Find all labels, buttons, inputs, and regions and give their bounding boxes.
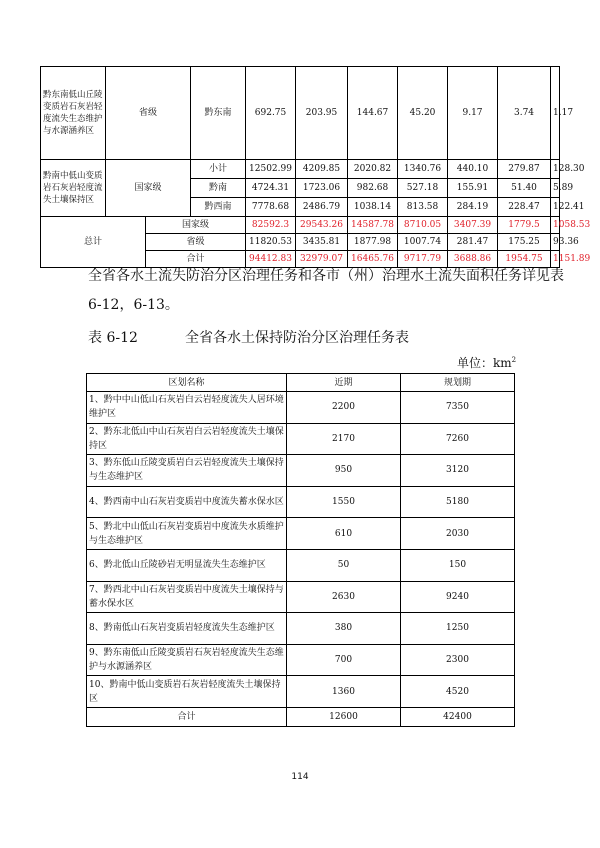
value-cell: 1779.5	[498, 217, 551, 234]
value-cell: 284.19	[448, 198, 498, 217]
value-cell: 279.87	[498, 160, 551, 179]
value-cell: 3435.81	[296, 234, 348, 251]
table-row	[87, 644, 515, 676]
body-paragraph: 全省各水土流失防治分区治理任务和各市（州）治理水土流失面积任务详见表 6-12，6-13。	[88, 268, 564, 313]
level-cell: 国家级	[106, 160, 191, 217]
near-term-cell: 610	[287, 518, 401, 550]
near-term-cell: 50	[287, 549, 401, 581]
caption-number: 表 6-12	[88, 330, 138, 346]
zone-name-cell: 4、黔西南中山石灰岩变质岩中度流失蓄水保水区	[87, 486, 287, 518]
value-cell: 1954.75	[498, 251, 551, 268]
value-cell: 16465.76	[348, 251, 398, 268]
near-term-cell: 2170	[287, 423, 401, 455]
value-cell: 9717.79	[398, 251, 448, 268]
value-cell: 14587.78	[348, 217, 398, 234]
value-cell: 7778.68	[246, 198, 296, 217]
region-name-cell: 黔东南低山丘陵变质岩石灰岩轻度流失生态维护与水源涵养区	[41, 67, 106, 160]
value-cell: 1723.06	[296, 179, 348, 198]
near-term-cell: 1360	[287, 676, 401, 708]
table-row	[87, 392, 515, 424]
value-cell: 1151.89	[551, 251, 560, 268]
value-cell: 8710.05	[398, 217, 448, 234]
plan-term-cell: 7350	[401, 392, 515, 424]
value-cell: 93.36	[551, 234, 560, 251]
table-row	[87, 486, 515, 518]
total-near-cell: 12600	[287, 707, 401, 726]
value-cell: 3688.86	[448, 251, 498, 268]
plan-term-cell: 7260	[401, 423, 515, 455]
value-cell: 1.17	[551, 67, 560, 160]
value-cell: 440.10	[448, 160, 498, 179]
city-cell: 黔西南	[191, 198, 246, 217]
value-cell: 203.95	[296, 67, 348, 160]
near-term-cell: 1550	[287, 486, 401, 518]
table-row	[87, 581, 515, 613]
near-term-cell: 2630	[287, 581, 401, 613]
plan-term-cell: 4520	[401, 676, 515, 708]
value-cell: 1007.74	[398, 234, 448, 251]
value-cell: 692.75	[246, 67, 296, 160]
zone-name-cell: 10、黔南中低山变质岩石灰岩轻度流失土壤保持区	[87, 676, 287, 708]
city-cell: 小计	[191, 160, 246, 179]
value-cell: 144.67	[348, 67, 398, 160]
caption-title: 全省各水土保持防治分区治理任务表	[185, 330, 409, 346]
plan-term-cell: 2300	[401, 644, 515, 676]
value-cell: 29543.26	[296, 217, 348, 234]
value-cell: 813.58	[398, 198, 448, 217]
zone-name-cell: 1、黔中中山低山石灰岩白云岩轻度流失人居环境维护区	[87, 392, 287, 424]
value-cell: 45.20	[398, 67, 448, 160]
near-term-cell: 2200	[287, 392, 401, 424]
value-cell: 4724.31	[246, 179, 296, 198]
value-cell: 1877.98	[348, 234, 398, 251]
table-row	[87, 455, 515, 487]
plan-term-cell: 9240	[401, 581, 515, 613]
value-cell: 9.17	[448, 67, 498, 160]
table-caption	[88, 327, 409, 347]
value-cell: 4209.85	[296, 160, 348, 179]
value-cell: 155.91	[448, 179, 498, 198]
value-cell: 51.40	[498, 179, 551, 198]
zone-name-cell: 3、黔东低山丘陵变质岩白云岩轻度流失土壤保持与生态维护区	[87, 455, 287, 487]
value-cell: 122.41	[551, 198, 560, 217]
table-row	[87, 676, 515, 708]
value-cell: 94412.83	[246, 251, 296, 268]
region-name-cell: 黔南中低山变质岩石灰岩轻度流失土壤保持区	[41, 160, 106, 217]
value-cell: 5.89	[551, 179, 560, 198]
total-level-cell: 国家级	[146, 217, 246, 234]
total-label-cell: 合计	[87, 707, 287, 726]
value-cell: 281.47	[448, 234, 498, 251]
page-number: 114	[291, 772, 309, 782]
value-cell: 982.68	[348, 179, 398, 198]
value-cell: 3.74	[498, 67, 551, 160]
value-cell: 1340.76	[398, 160, 448, 179]
value-cell: 11820.53	[246, 234, 296, 251]
level-cell: 省级	[106, 67, 191, 160]
value-cell: 1038.14	[348, 198, 398, 217]
plan-term-cell: 3120	[401, 455, 515, 487]
plan-term-cell: 5180	[401, 486, 515, 518]
erosion-area-table	[40, 66, 591, 268]
zone-name-cell: 2、黔东北低山中山石灰岩白云岩轻度流失土壤保持区	[87, 423, 287, 455]
city-cell: 黔南	[191, 179, 246, 198]
value-cell: 2020.82	[348, 160, 398, 179]
plan-term-cell: 150	[401, 549, 515, 581]
value-cell: 32979.07	[296, 251, 348, 268]
value-cell: 12502.99	[246, 160, 296, 179]
value-cell: 2486.79	[296, 198, 348, 217]
near-term-cell: 950	[287, 455, 401, 487]
total-row	[87, 707, 515, 726]
plan-term-cell: 1250	[401, 613, 515, 645]
total-level-cell: 合计	[146, 251, 246, 268]
zone-name-cell: 8、黔南低山石灰岩变质岩轻度流失生态维护区	[87, 613, 287, 645]
zone-name-cell: 6、黔北低山丘陵砂岩无明显流失生态维护区	[87, 549, 287, 581]
value-cell: 128.30	[551, 160, 560, 179]
value-cell: 1058.53	[551, 217, 560, 234]
zone-name-cell: 5、黔北中山低山石灰岩变质岩中度流失水质维护与生态维护区	[87, 518, 287, 550]
zone-name-cell: 9、黔东南低山丘陵变质岩石灰岩轻度流失生态维护与水源涵养区	[87, 644, 287, 676]
zone-task-table	[86, 373, 515, 727]
header-cell: 区划名称	[87, 374, 287, 392]
header-cell: 规划期	[401, 374, 515, 392]
value-cell: 228.47	[498, 198, 551, 217]
total-plan-cell: 42400	[401, 707, 515, 726]
value-cell: 3407.39	[448, 217, 498, 234]
table-row	[87, 549, 515, 581]
value-cell: 527.18	[398, 179, 448, 198]
total-level-cell: 省级	[146, 234, 246, 251]
zone-name-cell: 7、黔西北中山石灰岩变质岩中度流失土壤保持与蓄水保水区	[87, 581, 287, 613]
unit-label	[457, 354, 516, 371]
value-cell: 82592.3	[246, 217, 296, 234]
value-cell: 175.25	[498, 234, 551, 251]
near-term-cell: 700	[287, 644, 401, 676]
city-cell: 黔东南	[191, 67, 246, 160]
unit-text: 单位：km	[457, 356, 512, 370]
table-row	[87, 518, 515, 550]
near-term-cell: 380	[287, 613, 401, 645]
table-header-row	[87, 374, 515, 392]
table-row	[87, 613, 515, 645]
total-label-cell: 总计	[41, 217, 146, 268]
header-cell: 近期	[287, 374, 401, 392]
table-row	[87, 423, 515, 455]
plan-term-cell: 2030	[401, 518, 515, 550]
unit-superscript: 2	[511, 356, 517, 364]
